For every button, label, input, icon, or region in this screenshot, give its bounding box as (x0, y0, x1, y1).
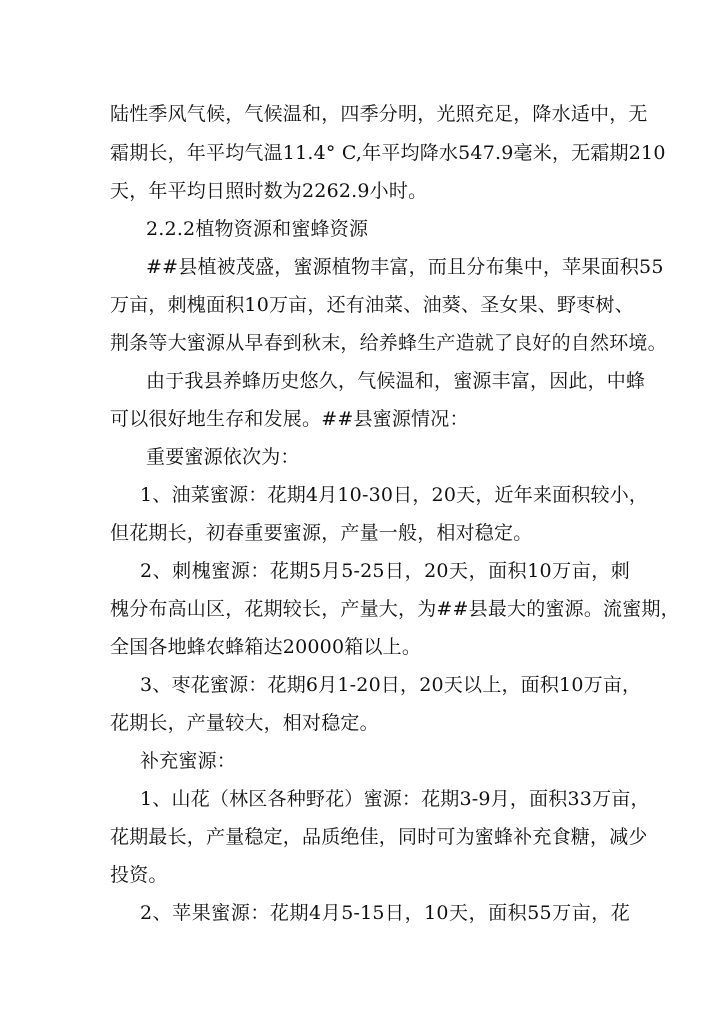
text-line-3: 天，年平均日照时数为2262.9小时。 (110, 180, 428, 202)
subheading-supplementary-sources: 补充蜜源： (140, 750, 237, 772)
text-line-2: 霜期长，年平均气温11.4° C,年平均降水547.9毫米，无霜期210 (110, 142, 666, 164)
text-line-19: 1、山花（林区各种野花）蜜源：花期3-9月，面积33万亩， (140, 788, 650, 810)
subheading-important-sources: 重要蜜源依次为： (146, 446, 300, 468)
text-line-17: 花期长，产量较大，相对稳定。 (110, 712, 379, 734)
text-line-8: 由于我县养蜂历史悠久，气候温和，蜜源丰富，因此，中蜂 (146, 370, 646, 392)
text-line-12: 但花期长，初春重要蜜源，产量一般，相对稳定。 (110, 522, 533, 544)
text-line-14: 槐分布高山区，花期较长，产量大，为##县最大的蜜源。流蜜期， (110, 598, 680, 620)
text-line-21: 投资。 (110, 864, 168, 886)
text-line-7: 荆条等大蜜源从早春到秋末，给养蜂生产造就了良好的自然环境。 (110, 332, 667, 354)
text-line-15: 全国各地蜂农蜂箱达20000箱以上。 (110, 636, 422, 658)
text-line-22: 2、苹果蜜源：花期4月5-15日，10天，面积55万亩，花 (140, 902, 630, 924)
text-line-20: 花期最长，产量稳定，品质绝佳，同时可为蜜蜂补充食糖，减少 (110, 826, 648, 848)
text-line-1: 陆性季风气候，气候温和，四季分明，光照充足，降水适中，无 (110, 103, 648, 125)
text-line-16: 3、枣花蜜源：花期6月1-20日，20天以上，面积10万亩， (140, 674, 642, 696)
text-line-6: 万亩，刺槐面积10万亩，还有油菜、油葵、圣女果、野枣树、 (110, 294, 634, 316)
text-line-11: 1、油菜蜜源：花期4月10-30日，20天，近年来面积较小， (140, 484, 649, 506)
text-line-13: 2、刺槐蜜源：花期5月5-25日，20天，面积10万亩，刺 (140, 560, 630, 582)
text-line-5: ##县植被茂盛，蜜源植物丰富，而且分布集中，苹果面积55 (146, 256, 664, 278)
section-heading: 2.2.2植物资源和蜜蜂资源 (146, 218, 369, 240)
text-line-9: 可以很好地生存和发展。##县蜜源情况： (110, 408, 469, 430)
